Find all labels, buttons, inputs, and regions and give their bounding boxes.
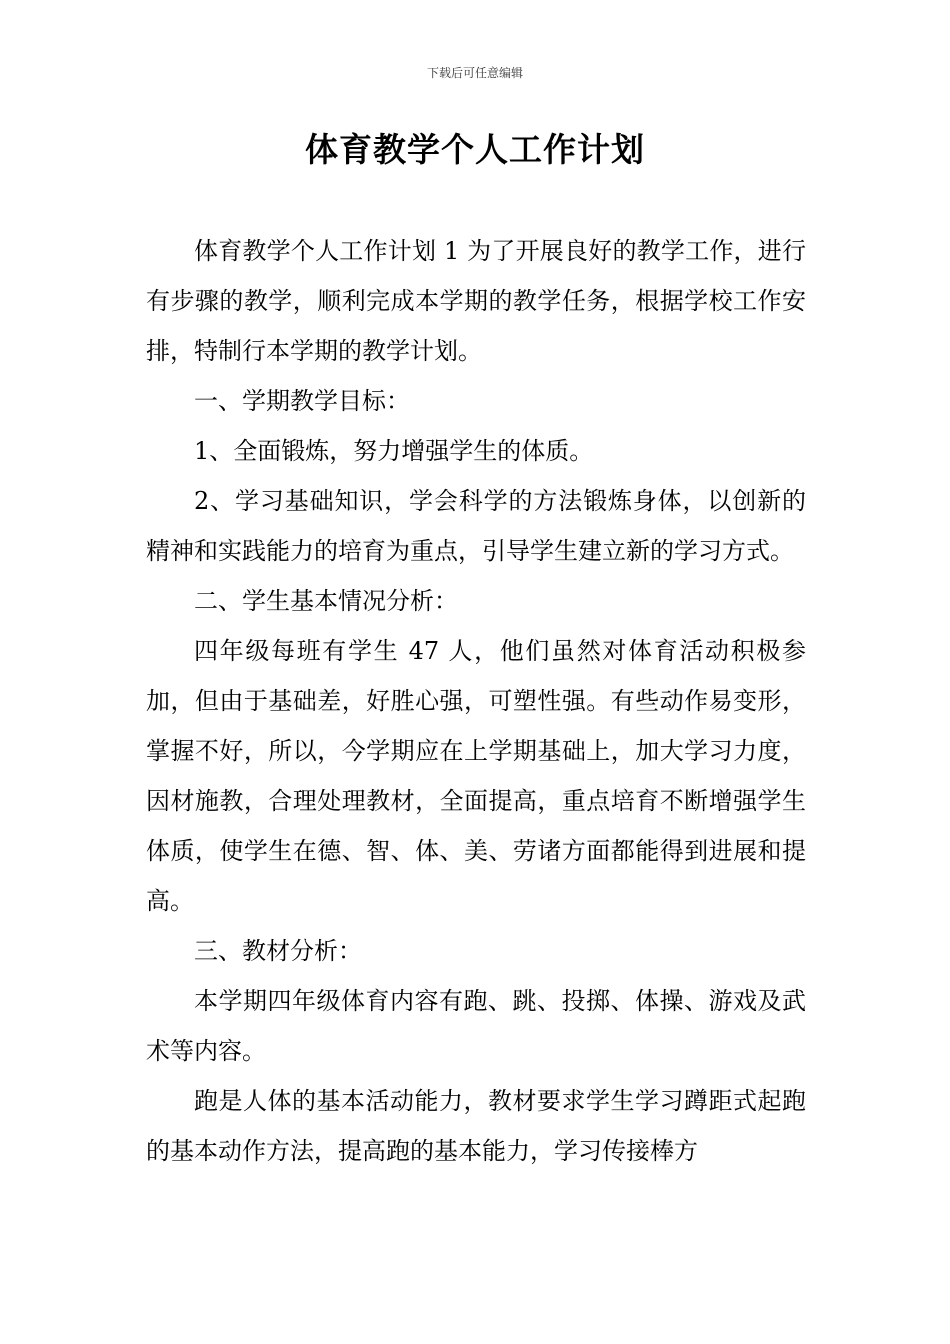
document-title: 体育教学个人工作计划 xyxy=(305,130,645,169)
paragraph-student-analysis: 四年级每班有学生 47 人，他们虽然对体育活动积极参加，但由于基础差，好胜心强，可塑性强。有些动作易变形，掌握不好，所以，今学期应在上学期基础上，加大学习力度，因材施教，合理处理教材，全面提高，重点培育不断增强学生体质，使学生在德、智、体、美、劳诸方面都能得到进展和提高。 xyxy=(146,637,806,915)
heading-teaching-goals: 一、学期教学目标： xyxy=(194,387,410,415)
paragraph-intro: 体育教学个人工作计划 1 为了开展良好的教学工作，进行有步骤的教学，顺利完成本学期的教学任务，根据学校工作安排，特制行本学期的教学计划。 xyxy=(146,237,806,365)
heading-material-analysis: 三、教材分析： xyxy=(194,937,362,965)
paragraph-goal-1: 1、全面锻炼，努力增强学生的体质。 xyxy=(194,437,594,465)
heading-student-analysis: 二、学生基本情况分析： xyxy=(194,587,458,615)
header-note: 下载后可任意编辑 xyxy=(426,66,523,80)
document-body xyxy=(146,226,806,1176)
paragraph-material-content: 本学期四年级体育内容有跑、跳、投掷、体操、游戏及武术等内容。 xyxy=(146,987,806,1065)
paragraph-running: 跑是人体的基本活动能力，教材要求学生学习蹲距式起跑的基本动作方法，提高跑的基本能力，学习传接棒方 xyxy=(146,1087,806,1165)
paragraph-goal-2: 2、学习基础知识，学会科学的方法锻炼身体，以创新的精神和实践能力的培育为重点，引导学生建立新的学习方式。 xyxy=(146,487,806,565)
